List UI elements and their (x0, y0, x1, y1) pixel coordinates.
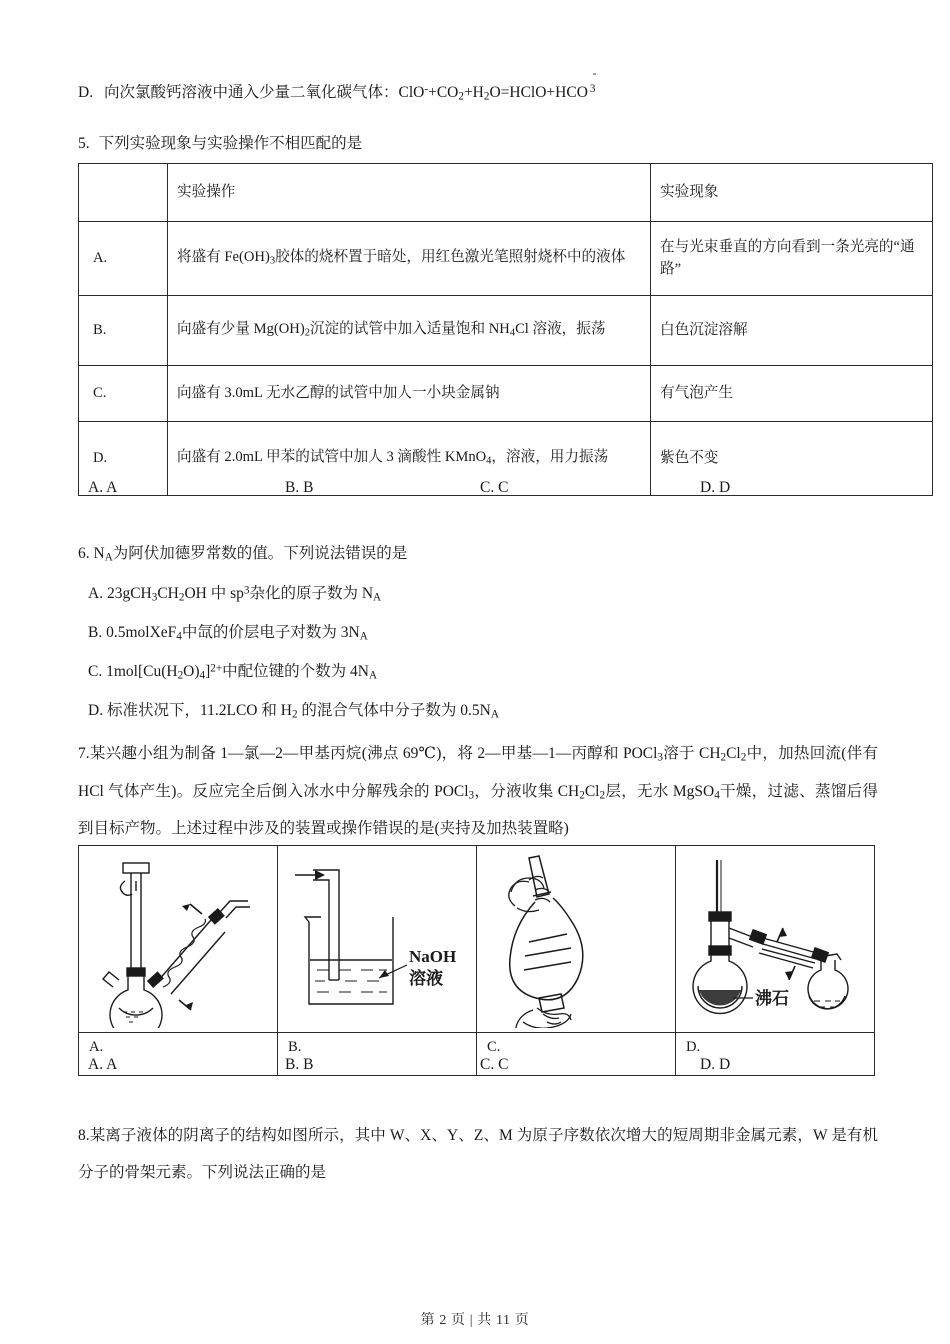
apparatus-cell-d (676, 846, 875, 1033)
question-6-number: 6. (78, 545, 90, 562)
question-8-line1: 某离子液体的阴离子的结构如图所示，其中 W、X、Y、Z、M 为原子序数依次增大的短周期非金属元素， (89, 1127, 813, 1144)
apparatus-label-a: A. (79, 1033, 278, 1076)
q5-answer-b[interactable]: B. B (285, 479, 314, 496)
question-7-answer-options (78, 1056, 872, 1076)
q5-answer-a[interactable]: A. A (88, 479, 118, 496)
naoh-label-line1: NaOH (409, 947, 457, 966)
header-cell-blank (79, 164, 168, 222)
gas-absorption-beaker-icon (278, 846, 476, 1032)
naoh-label-line2: 溶液 (409, 969, 443, 988)
page-footer: 第 2 页 | 共 11 页 (420, 1313, 530, 1328)
top-option-d-text: 向次氯酸钙溶液中通入少量二氧化碳气体： (104, 84, 399, 101)
question-8-line2: W 是有机分子的骨架元素。下列说法正确的是 (78, 1127, 878, 1182)
apparatus-figure-row (79, 846, 875, 1033)
row-phenomenon-c: 有气泡产生 (651, 366, 933, 422)
q6-option-c[interactable]: C. $1mol[Cu(H_2O)_4]^{2+}$中配位键的个数为 $4N_A$ (88, 662, 378, 682)
q5-answer-d[interactable]: D. D (700, 479, 731, 496)
q7-answer-a[interactable]: A. A (88, 1056, 118, 1073)
question-5-answer-options (78, 479, 872, 499)
experiment-table (78, 163, 933, 496)
header-cell-operation: 实验操作 (168, 164, 651, 222)
question-8-number: 8. (78, 1127, 90, 1144)
q7-answer-d[interactable]: D. D (700, 1056, 731, 1073)
row-operation-b: 向盛有少量 $Mg(OH)_2$沉淀的试管中加入适量饱和 $NH_4Cl$ 溶液，振荡 (168, 296, 651, 366)
separating-funnel-shaking-icon (477, 846, 675, 1032)
q7-answer-b[interactable]: B. B (285, 1056, 314, 1073)
question-5-text: 下列实验现象与实验操作不相匹配的是 (98, 135, 363, 152)
apparatus-cell-a (79, 846, 278, 1033)
question-8-stem (78, 1117, 878, 1191)
reflux-condenser-apparatus-icon (79, 846, 277, 1032)
row-operation-a: 将盛有 $Fe(OH)_3$胶体的烧杯置于暗处，用红色激光笔照射烧杯中的液体 (168, 222, 651, 296)
question-7-text: 7.某兴趣小组为制备 1—氯—2—甲基丙烷(沸点 69℃)，将 2—甲基—1—丙醇和 POCl$_3$溶于 $CH_2Cl_2$中，加热回流(伴有 HCl 气体产生)。反应完全后倒入冰水中分解残余的 POCl$_3$，分液收集 $CH_2Cl_2$层，无水 MgSO$_4$干燥，过滤、蒸馏后得到目标产物。上述过程中涉及的装置或操作错误的是(夹持及加热装置略) (78, 745, 878, 838)
apparatus-cell-c (477, 846, 676, 1033)
row-phenomenon-b: 白色沉淀溶解 (651, 296, 933, 366)
apparatus-label-d: D. (676, 1033, 875, 1076)
question-7-stem (78, 735, 878, 848)
row-operation-c: 向盛有 3.0mL 无水乙醇的试管中加人一小块金属钠 (168, 366, 651, 422)
row-phenomenon-a: 在与光束垂直的方向看到一条光亮的“通路” (651, 222, 933, 296)
row-label-c: C. (79, 366, 168, 422)
question-5-number: 5. (78, 135, 90, 152)
table-row (79, 366, 933, 422)
apparatus-label-b: B. (278, 1033, 477, 1076)
table-row (79, 296, 933, 366)
distillation-apparatus-icon (676, 846, 874, 1032)
apparatus-cell-b (278, 846, 477, 1033)
table-row (79, 222, 933, 296)
row-label-a: A. (79, 222, 168, 296)
apparatus-figure-table (78, 845, 875, 1076)
q7-answer-c[interactable]: C. C (480, 1056, 509, 1073)
table-header-row (79, 164, 933, 222)
question-6-stem: 6. $N_A$为阿伏加德罗常数的值。下列说法错误的是 (78, 545, 408, 564)
top-option-d-label: D. (78, 84, 94, 101)
q6-option-d[interactable]: D. 标准状况下，11.2LCO 和 $H_2$ 的混合气体中分子数为 $0.5N_A$ (88, 702, 499, 721)
row-phenomenon-d: 紫色不变 (651, 422, 933, 496)
top-option-d-line (78, 67, 878, 103)
row-operation-d: 向盛有 2.0mL 甲苯的试管中加人 3 滴酸性 KMnO$_4$，溶液，用力振荡 (168, 422, 651, 496)
header-cell-phenomenon: 实验现象 (651, 164, 933, 222)
row-label-b: B. (79, 296, 168, 366)
question-5-stem (78, 131, 362, 153)
apparatus-label-c: C. (477, 1033, 676, 1076)
top-option-d-equation: $ClO^-+CO_2+H_2O=HClO+HCO$ $^3$ - (398, 67, 597, 103)
q6-option-a[interactable]: A. $23gCH_3CH_2OH$ 中 $sp^3$杂化的原子数为 $N_A$ (88, 584, 382, 604)
q6-option-b[interactable]: B. 0.5molXeF$_4$中氙的价层电子对数为 $3N_A$ (88, 624, 368, 643)
q5-answer-c[interactable]: C. C (480, 479, 509, 496)
row-label-d: D. (79, 422, 168, 496)
boiling-stone-label: 沸石 (755, 989, 789, 1008)
question-7-number: 7. (78, 745, 90, 762)
